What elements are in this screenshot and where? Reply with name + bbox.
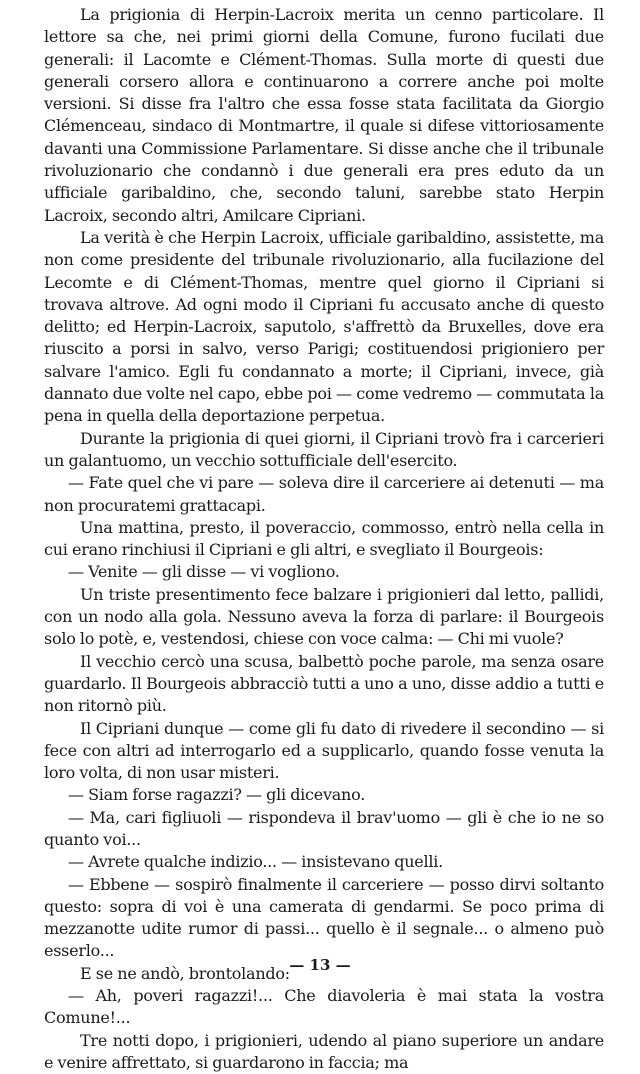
page-number: — 13 — (289, 956, 351, 974)
dialogue-line: — Fate quel che vi pare — soleva dire il carceriere ai detenuti — ma non procuratemi grattacapi. (44, 473, 604, 515)
paragraph: Tre notti dopo, i prigionieri, udendo al piano superiore un andare e venire affrettato, si guardarono in faccia; ma (44, 1030, 604, 1072)
dialogue-line: — Siam forse ragazzi? — gli dicevano. (68, 785, 366, 805)
page-body (44, 4, 604, 1074)
dialogue-line: — Ah, poveri ragazzi!... Che diavoleria è mai stata la vostra Comune!... (44, 986, 604, 1028)
paragraph: Una mattina, presto, il poveraccio, commosso, entrò nella cella in cui erano rinchiusi il Cipriani e gli altri, e svegliato il Bourgeois: (44, 517, 604, 560)
dialogue-line: — Ebbene — sospirò finalmente il carceriere — posso dirvi soltanto questo: sopra di voi è una camerata di gendarmi. Se poco prima di mezzanotte udite rumor di passi... quello è il segnale... o almeno può esserlo... (44, 874, 604, 961)
paragraph: La verità è che Herpin Lacroix, ufficiale garibaldino, assistette, ma non come presidente del tribunale rivoluzionario, alla fucilazione del Lecomte e di Clément-Thomas, mentre quel giorno il Cipriani si trovava altrove. Ad ogni modo il Cipriani fu accusato anche di questo delitto; ed Herpin-Lacroix, saputolo, s'affrettò da Bruxelles, dove era riuscito a porsi in salvo, verso Parigi; costituendosi prigioniero per salvare l'amico. Egli fu condannato a morte; il Cipriani, invece, già dannato due volte nel capo, ebbe poi — come vedremo — commutata la pena in quella della deportazione perpetua. (44, 227, 604, 426)
paragraph: Il Cipriani dunque — come gli fu dato di rivedere il secondino — si fece con altri ad interrogarlo ed a supplicarlo, quando fosse venuta la loro volta, di non usar misteri. (44, 718, 604, 783)
paragraph: E se ne andò, brontolando: (80, 963, 290, 983)
paragraph: La prigionia di Herpin-Lacroix merita un cenno particolare. Il lettore sa che, nei primi giorni della Comune, furono fucilati due generali: il Lacomte e Clément-Thomas. Sulla morte di questi due generali corsero allora e continuarono a correre anche poi molte versioni. Si disse fra l'altro che essa fosse stata facilitata da Giorgio Clémenceau, sindaco di Montmartre, il quale si difese vittoriosamente davanti una Commissione Parlamentare. Si disse anche che il tribunale rivoluzionario che condannò i due generali era pres eduto da un ufficiale garibaldino, che, secondo taluni, sarebbe stato Herpin Lacroix, secondo altri, Amilcare Cipriani. (44, 5, 604, 225)
dialogue-line: — Avrete qualche indizio... — insistevano quelli. (68, 852, 443, 872)
paragraph: Un triste presentimento fece balzare i prigionieri dal letto, pallidi, con un nodo alla gola. Nessuno aveva la forza di parlare: il Bourgeois solo lo potè, e, vestendosi, chiese con voce calma: — Chi mi vuole? (44, 584, 604, 649)
paragraph: Il vecchio cercò una scusa, balbettò poche parole, ma senza osare guardarlo. Il Bourgeois abbracciò tutti a uno a uno, disse addio a tutti e non ritornò più. (44, 651, 604, 716)
paragraph: Durante la prigionia di quei giorni, il Cipriani trovò fra i carcerieri un galantuomo, un vecchio sottufficiale dell'esercito. (44, 428, 604, 470)
dialogue-line: — Ma, cari figliuoli — rispondeva il brav'uomo — gli è che io ne so quanto voi... (44, 807, 604, 849)
dialogue-line: — Venite — gli disse — vi vogliono. (68, 562, 340, 582)
